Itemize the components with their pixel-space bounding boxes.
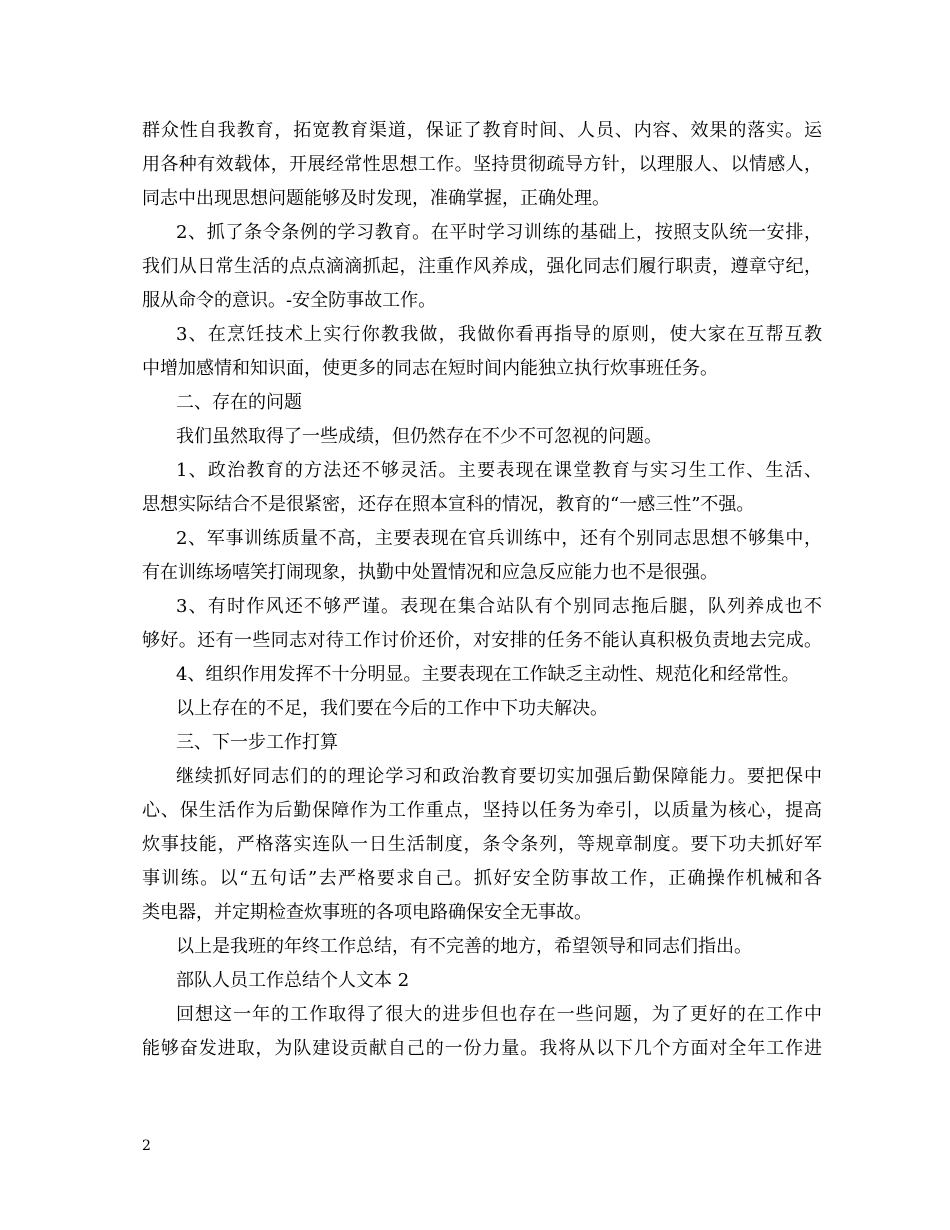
text-line: 群众性自我教育，拓宽教育渠道，保证了教育时间、人员、内容、效果的落实。运 bbox=[142, 120, 822, 141]
text-line: 回想这一年的工作取得了很大的进步但也存在一些问题，为了更好的在工作中 bbox=[176, 1004, 822, 1025]
text-line: 思想实际结合不是很紧密，还存在照本宣科的情况，教育的“一感三性”不强。 bbox=[142, 494, 755, 515]
text-line: 2、军事训练质量不高，主要表现在官兵训练中，还有个别同志思想不够集中， bbox=[176, 528, 822, 549]
text-line: 部队人员工作总结个人文本 2 bbox=[176, 970, 410, 991]
text-line: 服从命令的意识。-安全防事故工作。 bbox=[142, 290, 437, 311]
text-line: 心、保生活作为后勤保障作为工作重点，坚持以任务为牵引，以质量为核心，提高 bbox=[142, 800, 822, 821]
text-line: 炊事技能，严格落实连队一日生活制度，条令条列，等规章制度。要下功夫抓好军 bbox=[142, 834, 822, 855]
text-line: 1、政治教育的方法还不够灵活。主要表现在课堂教育与实习生工作、生活、 bbox=[176, 460, 822, 481]
text-line: 类电器，并定期检查炊事班的各项电路确保安全无事故。 bbox=[142, 902, 592, 923]
text-line: 能够奋发进取，为队建设贡献自己的一份力量。我将从以下几个方面对全年工作进 bbox=[142, 1038, 822, 1059]
text-line: 用各种有效载体，开展经常性思想工作。坚持贯彻疏导方针，以理服人、以情感人， bbox=[142, 154, 822, 175]
text-line: 三、下一步工作打算 bbox=[176, 732, 338, 753]
text-line: 以上存在的不足，我们要在今后的工作中下功夫解决。 bbox=[176, 698, 608, 719]
text-line: 够好。还有一些同志对待工作讨价还价，对安排的任务不能认真积极负责地去完成。 bbox=[142, 630, 822, 651]
text-line: 同志中出现思想问题能够及时发现，准确掌握，正确处理。 bbox=[142, 188, 610, 209]
text-line: 2、抓了条令条例的学习教育。在平时学习训练的基础上，按照支队统一安排， bbox=[176, 222, 822, 243]
text-line: 4、组织作用发挥不十分明显。主要表现在工作缺乏主动性、规范化和经常性。 bbox=[176, 664, 800, 685]
text-line: 以上是我班的年终工作总结，有不完善的地方，希望领导和同志们指出。 bbox=[176, 936, 752, 957]
text-line: 我们虽然取得了一些成绩，但仍然存在不少不可忽视的问题。 bbox=[176, 426, 662, 447]
text-line: 二、存在的问题 bbox=[176, 392, 302, 413]
text-line: 我们从日常生活的点点滴滴抓起，注重作风养成，强化同志们履行职责，遵章守纪， bbox=[142, 256, 822, 277]
body-text bbox=[142, 114, 822, 1066]
page-number: 2 bbox=[142, 1138, 151, 1154]
text-line: 有在训练场嘻笑打闹现象，执勤中处置情况和应急反应能力也不是很强。 bbox=[142, 562, 718, 583]
text-line: 3、在烹饪技术上实行你教我做，我做你看再指导的原则，使大家在互帮互教 bbox=[176, 324, 822, 345]
text-line: 3、有时作风还不够严谨。表现在集合站队有个别同志拖后腿，队列养成也不 bbox=[176, 596, 822, 617]
text-line: 事训练。以“五句话”去严格要求自己。抓好安全防事故工作，正确操作机械和各 bbox=[142, 868, 822, 889]
text-line: 继续抓好同志们的的理论学习和政治教育要切实加强后勤保障能力。要把保中 bbox=[176, 766, 822, 787]
text-line: 中增加感情和知识面，使更多的同志在短时间内能独立执行炊事班任务。 bbox=[142, 358, 718, 379]
